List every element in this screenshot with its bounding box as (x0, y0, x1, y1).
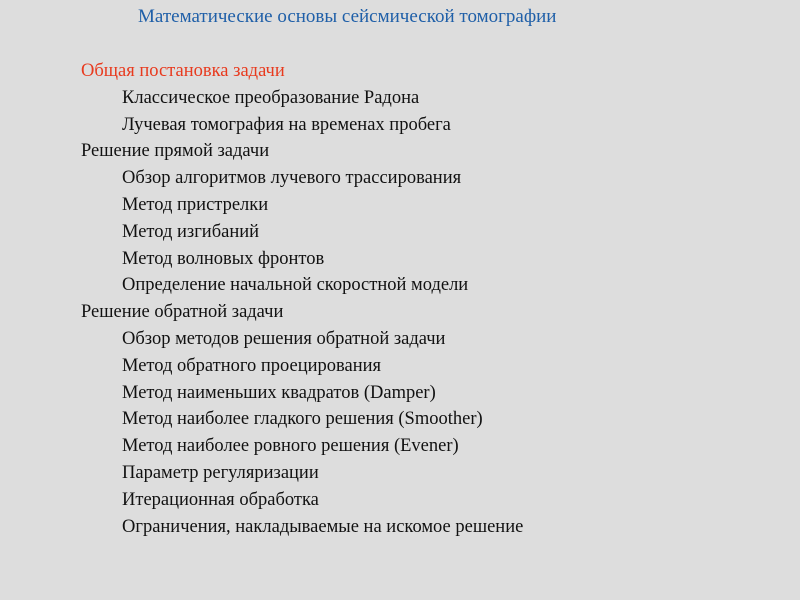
outline-item[interactable]: Обзор алгоритмов лучевого трассирования (122, 168, 462, 189)
outline-item[interactable]: Метод волновых фронтов (122, 248, 325, 269)
outline-item[interactable]: Ограничения, накладываемые на искомое решение (122, 516, 524, 537)
outline-item[interactable]: Классическое преобразование Радона (122, 87, 420, 108)
outline-item[interactable]: Метод изгибаний (122, 221, 260, 242)
outline-item[interactable]: Метод пристрелки (122, 194, 269, 215)
outline-item[interactable]: Метод наименьших квадратов (Damper) (122, 382, 436, 403)
outline-list (81, 58, 781, 540)
outline-item[interactable]: Метод обратного проецирования (122, 355, 382, 376)
outline-item[interactable]: Метод наиболее гладкого решения (Smoother) (122, 409, 483, 430)
section-heading[interactable]: Общая постановка задачи (81, 61, 285, 81)
outline-item[interactable]: Лучевая томография на временах пробега (122, 114, 451, 135)
outline-item[interactable]: Параметр регуляризации (122, 462, 319, 483)
outline-item[interactable]: Обзор методов решения обратной задачи (122, 328, 446, 349)
slide-title: Математические основы сейсмической томографии (138, 6, 557, 27)
outline-item[interactable]: Итерационная обработка (122, 489, 319, 510)
section-heading[interactable]: Решение обратной задачи (81, 302, 284, 323)
section-heading[interactable]: Решение прямой задачи (81, 141, 270, 162)
outline-item[interactable]: Метод наиболее ровного решения (Evener) (122, 436, 459, 457)
outline-item[interactable]: Определение начальной скоростной модели (122, 275, 469, 296)
